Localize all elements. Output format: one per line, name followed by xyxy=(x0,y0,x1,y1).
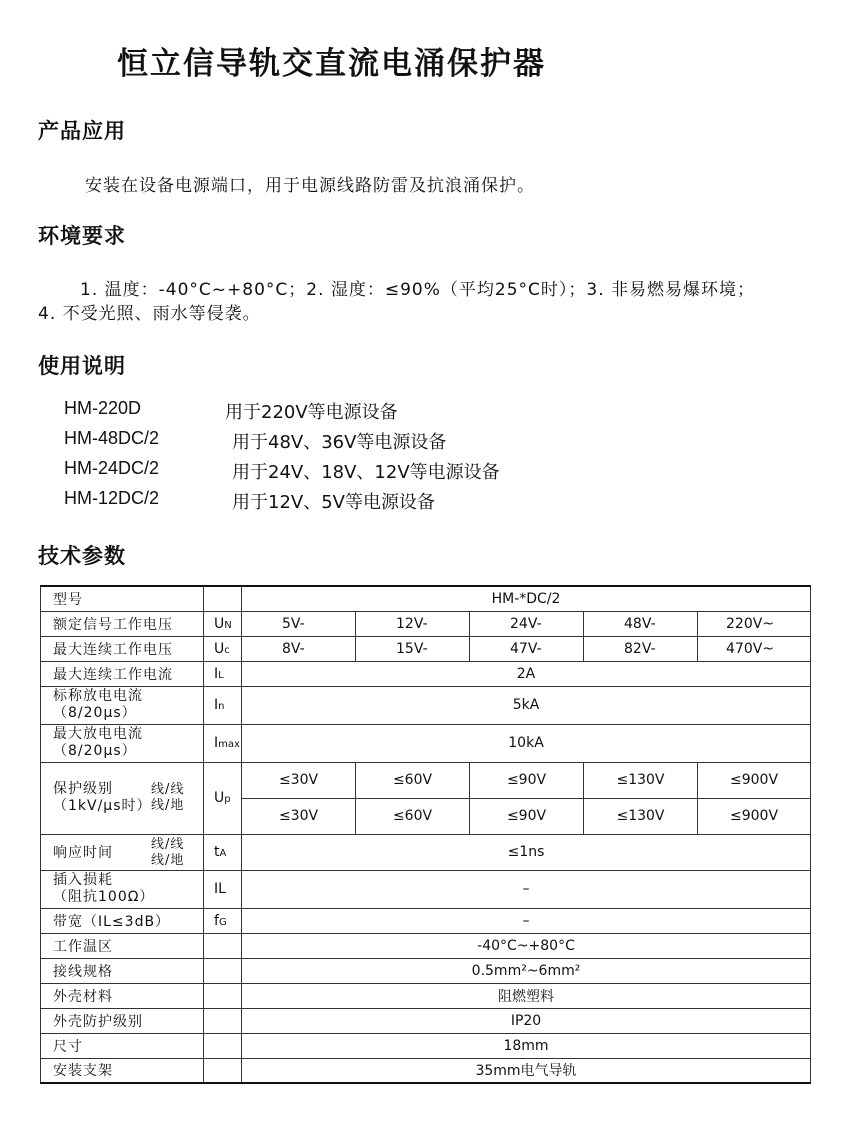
row-symbol: Uc xyxy=(204,636,242,661)
table-cell: 10kA xyxy=(242,724,811,762)
row-symbol: In xyxy=(204,686,242,724)
page-title: 恒立信导轨交直流电涌保护器 xyxy=(117,46,546,82)
table-row xyxy=(41,661,811,686)
row-symbol-empty xyxy=(204,983,242,1008)
row-label-temp-range: 工作温区 xyxy=(41,933,204,958)
table-cell: 0.5mm²~6mm² xyxy=(242,958,811,983)
table-row xyxy=(41,724,811,762)
row-symbol-empty xyxy=(204,1058,242,1083)
table-cell: 8V- xyxy=(242,636,356,661)
table-cell: ≤130V xyxy=(584,762,698,798)
row-label-protection: 保护级别 （1kV/μs时） 线/线 线/地 xyxy=(41,762,204,834)
table-cell: 12V- xyxy=(356,611,470,636)
row-label-housing: 外壳材料 xyxy=(41,983,204,1008)
row-symbol-empty xyxy=(204,1033,242,1058)
row-symbol: fG xyxy=(204,908,242,933)
row-label-nominal-discharge: 标称放电电流 （8/20μs） xyxy=(41,686,204,724)
table-cell: 48V- xyxy=(584,611,698,636)
table-cell: ≤30V xyxy=(242,798,356,834)
row-symbol: IL xyxy=(204,661,242,686)
table-cell: 220V~ xyxy=(698,611,811,636)
usage-desc: 用于24V、18V、12V等电源设备 xyxy=(232,462,500,483)
table-row xyxy=(41,908,811,933)
environment-line-2: 4. 不受光照、雨水等侵袭。 xyxy=(38,304,261,324)
usage-model: HM-24DC/2 xyxy=(64,458,160,478)
row-symbol-empty xyxy=(204,1008,242,1033)
model-value: HM-*DC/2 xyxy=(242,586,811,611)
row-label-mounting: 安装支架 xyxy=(41,1058,204,1083)
row-symbol-empty xyxy=(204,933,242,958)
table-cell: 2A xyxy=(242,661,811,686)
row-label-max-current: 最大连续工作电流 xyxy=(41,661,204,686)
table-row xyxy=(41,870,811,908)
table-cell: 35mm电气导轨 xyxy=(242,1058,811,1083)
usage-desc: 用于220V等电源设备 xyxy=(225,402,398,423)
table-cell: 阻燃塑料 xyxy=(242,983,811,1008)
row-label-insertion-loss: 插入损耗 （阻抗100Ω） xyxy=(41,870,204,908)
mode-line-line: 线/线 xyxy=(151,836,185,852)
table-cell: ≤900V xyxy=(698,798,811,834)
table-row xyxy=(41,1058,811,1083)
table-row xyxy=(41,1008,811,1033)
mode-line-line: 线/线 xyxy=(151,781,185,797)
row-label-max-discharge: 最大放电电流 （8/20μs） xyxy=(41,724,204,762)
row-symbol: UN xyxy=(204,611,242,636)
table-row xyxy=(41,933,811,958)
row-label-ip-rating: 外壳防护级别 xyxy=(41,1008,204,1033)
table-cell: ≤90V xyxy=(470,798,584,834)
table-row xyxy=(41,762,811,798)
table-cell: IP20 xyxy=(242,1008,811,1033)
row-label-max-voltage: 最大连续工作电压 xyxy=(41,636,204,661)
table-row xyxy=(41,636,811,661)
table-cell: ≤130V xyxy=(584,798,698,834)
table-row xyxy=(41,958,811,983)
usage-desc: 用于12V、5V等电源设备 xyxy=(232,492,435,513)
application-text: 安装在设备电源端口，用于电源线路防雷及抗浪涌保护。 xyxy=(85,176,535,196)
table-cell: 47V- xyxy=(470,636,584,661)
usage-model: HM-220D xyxy=(64,398,142,418)
row-symbol-empty xyxy=(204,586,242,611)
row-label-response-time: 响应时间 线/线 线/地 xyxy=(41,834,204,870)
spec-table xyxy=(40,585,811,1084)
row-label-bandwidth: 带宽（IL≤3dB） xyxy=(41,908,204,933)
row-label-rated-voltage: 额定信号工作电压 xyxy=(41,611,204,636)
table-cell: -40°C~+80°C xyxy=(242,933,811,958)
mode-line-ground: 线/地 xyxy=(151,852,185,868)
row-symbol: IL xyxy=(204,870,242,908)
table-row xyxy=(41,611,811,636)
usage-model: HM-12DC/2 xyxy=(64,488,160,508)
row-symbol: tA xyxy=(204,834,242,870)
table-row xyxy=(41,1033,811,1058)
table-cell: 470V~ xyxy=(698,636,811,661)
table-cell: 15V- xyxy=(356,636,470,661)
section-heading-specs: 技术参数 xyxy=(38,544,126,568)
table-cell: – xyxy=(242,870,811,908)
row-symbol: Up xyxy=(204,762,242,834)
row-label-wiring: 接线规格 xyxy=(41,958,204,983)
table-cell: 82V- xyxy=(584,636,698,661)
table-cell: ≤30V xyxy=(242,762,356,798)
mode-line-ground: 线/地 xyxy=(151,797,185,813)
environment-line-1: 1. 温度：-40°C~+80°C；2. 湿度：≤90%（平均25°C时）；3. 非易燃易爆环境； xyxy=(80,280,756,300)
table-row xyxy=(41,686,811,724)
row-symbol-empty xyxy=(204,958,242,983)
table-cell: ≤60V xyxy=(356,762,470,798)
table-cell: ≤1ns xyxy=(242,834,811,870)
row-label-model: 型号 xyxy=(41,586,204,611)
section-heading-usage: 使用说明 xyxy=(38,354,126,378)
table-row xyxy=(41,834,811,870)
table-cell: 24V- xyxy=(470,611,584,636)
table-cell: 18mm xyxy=(242,1033,811,1058)
row-label-size: 尺寸 xyxy=(41,1033,204,1058)
table-row xyxy=(41,983,811,1008)
table-cell: 5V- xyxy=(242,611,356,636)
row-symbol: Imax xyxy=(204,724,242,762)
section-heading-environment: 环境要求 xyxy=(38,224,126,248)
table-cell: ≤90V xyxy=(470,762,584,798)
table-cell: – xyxy=(242,908,811,933)
table-cell: ≤900V xyxy=(698,762,811,798)
usage-model: HM-48DC/2 xyxy=(64,428,160,448)
table-row xyxy=(41,586,811,611)
table-cell: ≤60V xyxy=(356,798,470,834)
usage-desc: 用于48V、36V等电源设备 xyxy=(232,432,447,453)
table-cell: 5kA xyxy=(242,686,811,724)
section-heading-application: 产品应用 xyxy=(38,119,126,143)
